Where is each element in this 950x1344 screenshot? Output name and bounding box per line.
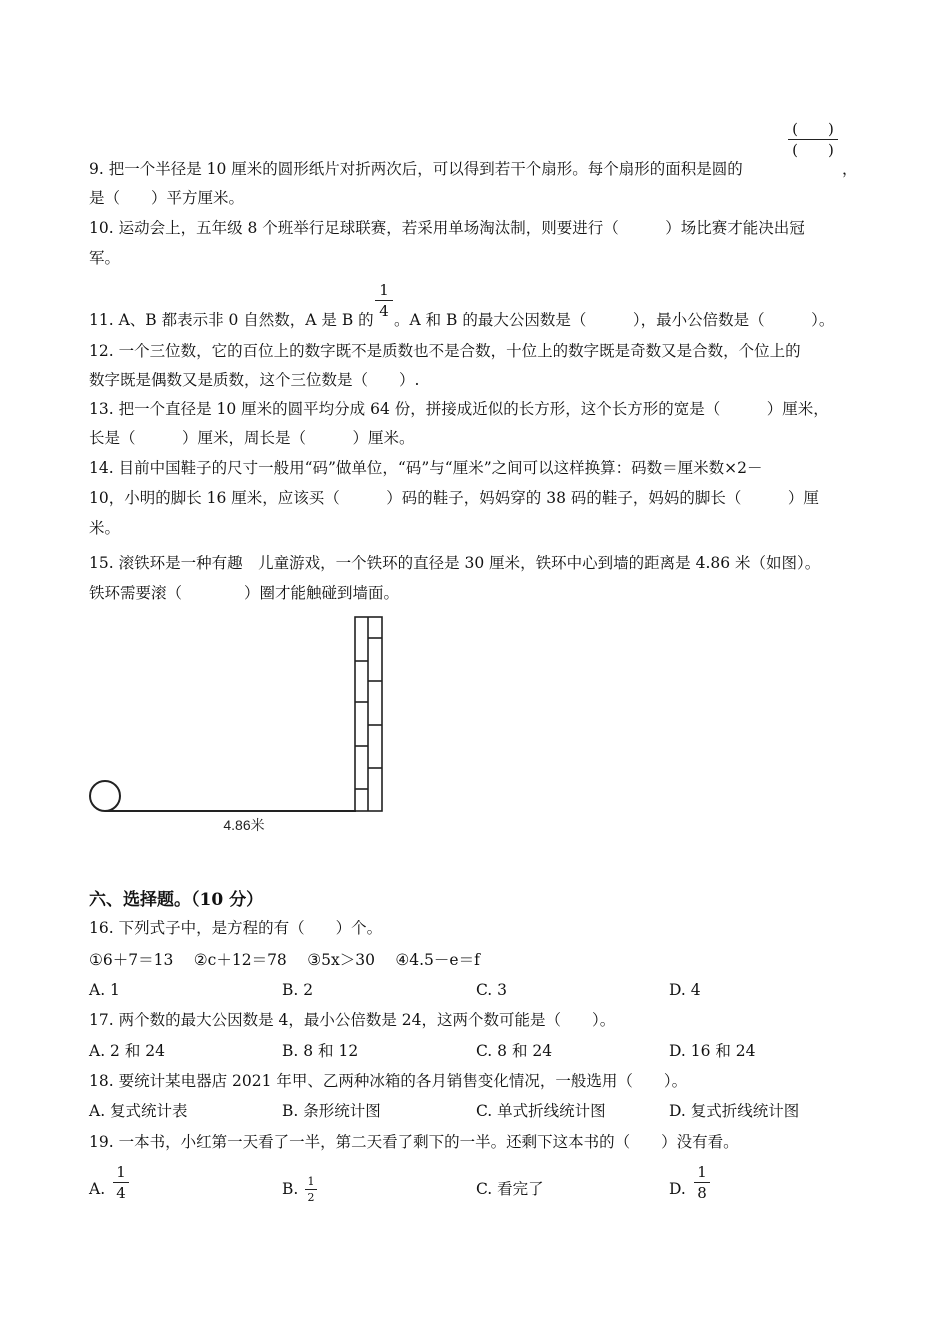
q19-option-b-fraction	[305, 1175, 317, 1204]
q19-option-a-fraction	[113, 1163, 129, 1202]
q16-stem: 16. 下列式子中，是方程的有（ ）个。	[89, 919, 383, 937]
q14-line1: 14. 目前中国鞋子的尺寸一般用“码”做单位，“码”与“厘米”之间可以这样换算：码数＝厘米数×2－	[89, 459, 763, 477]
q12-line1: 12. 一个三位数，它的百位上的数字既不是质数也不是合数，十位上的数字既是奇数又是合数，个位上的	[89, 342, 801, 360]
q11-post: 。A 和 B 的最大公因数是（ ），最小公倍数是（ ）。	[394, 311, 835, 329]
q19-option-d-label: D.	[669, 1180, 686, 1198]
frac-denominator: 8	[697, 1184, 707, 1202]
q16-option-a[interactable]: A. 1	[89, 981, 120, 999]
q11-pre: 11. A、B 都表示非 0 自然数，A 是 B 的	[89, 311, 374, 329]
q14-line3: 米。	[89, 519, 121, 537]
fraction-bar	[305, 1189, 317, 1190]
q19-option-a-label: A.	[89, 1180, 106, 1198]
fraction-bar	[375, 300, 393, 301]
q19-option-b-label: B.	[282, 1180, 299, 1198]
q18-option-a[interactable]: A. 复式统计表	[89, 1102, 188, 1120]
q15-line2: 铁环需要滚（ ）圈才能触碰到墙面。	[89, 584, 400, 602]
q13-line1: 13. 把一个直径是 10 厘米的圆平均分成 64 份，拼接成近似的长方形，这个长方形的宽是（ ）厘米，	[89, 400, 829, 418]
q17-stem: 17. 两个数的最大公因数是 4，最小公倍数是 24，这两个数可能是（ ）。	[89, 1011, 616, 1029]
q19-option-c[interactable]: C. 看完了	[476, 1180, 544, 1198]
frac-denominator: 4	[116, 1184, 126, 1202]
frac-numerator: 1	[697, 1163, 707, 1181]
q16-option-b[interactable]: B. 2	[282, 981, 314, 999]
fraction-bar	[788, 139, 838, 140]
q11-frac-denominator: 4	[379, 302, 389, 320]
q17-option-b[interactable]: B. 8 和 12	[282, 1042, 359, 1060]
q17-option-a[interactable]: A. 2 和 24	[89, 1042, 165, 1060]
q19-option-b[interactable]	[282, 1179, 298, 1199]
q18-option-d[interactable]: D. 复式折线统计图	[669, 1102, 800, 1120]
q9-frac-numerator: ( )	[792, 120, 834, 138]
q18-option-b[interactable]: B. 条形统计图	[282, 1102, 381, 1120]
section-title: 六、选择题。（10 分）	[89, 890, 264, 910]
q11-frac-numerator: 1	[379, 281, 389, 299]
q9-comma: ，	[842, 160, 858, 178]
q10-line2: 军。	[89, 249, 121, 267]
q18-stem: 18. 要统计某电器店 2021 年甲、乙两种冰箱的各月销售变化情况，一般选用（ ）。	[89, 1072, 688, 1090]
q10-line1: 10. 运动会上，五年级 8 个班举行足球联赛，若采用单场淘汰制，则要进行（ ）场比赛才能决出冠	[89, 219, 805, 237]
q19-option-d[interactable]	[669, 1179, 686, 1199]
q15-line1: 15. 滚铁环是一种有趣 儿童游戏，一个铁环的直径是 30 厘米，铁环中心到墙的距离是 4.86 米（如图）。	[89, 554, 821, 572]
q9-fraction	[788, 120, 838, 159]
frac-numerator: 1	[307, 1175, 315, 1188]
q19-option-a[interactable]	[89, 1179, 105, 1199]
q18-option-c[interactable]: C. 单式折线统计图	[476, 1102, 606, 1120]
q9-line1: 9. 把一个半径是 10 厘米的圆形纸片对折两次后，可以得到若干个扇形。每个扇形的面积是圆的	[89, 160, 743, 178]
q13-line2: 长是（ ）厘米，周长是（ ）厘米。	[89, 429, 415, 447]
q19-stem: 19. 一本书，小红第一天看了一半，第二天看了剩下的一半。还剩下这本书的（ ）没有看。	[89, 1133, 739, 1151]
q17-option-d[interactable]: D. 16 和 24	[669, 1042, 756, 1060]
frac-numerator: 1	[116, 1163, 126, 1181]
brick-wall	[355, 617, 382, 811]
hoop-wall-figure	[86, 610, 396, 840]
q12-line2: 数字既是偶数又是质数，这个三位数是（ ）.	[89, 371, 420, 389]
fraction-bar	[113, 1182, 129, 1183]
q14-line2: 10，小明的脚长 16 厘米，应该买（ ）码的鞋子，妈妈穿的 38 码的鞋子，妈妈的脚长（ ）厘	[89, 489, 819, 507]
q11-fraction	[375, 281, 393, 320]
hoop-circle	[90, 781, 120, 811]
q17-option-c[interactable]: C. 8 和 24	[476, 1042, 553, 1060]
q9-line2: 是（ ）平方厘米。	[89, 189, 245, 207]
distance-label: 4.86米	[223, 817, 265, 833]
fraction-bar	[694, 1182, 710, 1183]
q19-option-d-fraction	[694, 1163, 710, 1202]
q9-frac-denominator: ( )	[792, 141, 834, 159]
frac-denominator: 2	[307, 1191, 315, 1204]
q16-option-c[interactable]: C. 3	[476, 981, 508, 999]
q16-items: ①6＋7＝13 ②c＋12＝78 ③5x＞30 ④4.5－e＝f	[89, 951, 480, 969]
q16-option-d[interactable]: D. 4	[669, 981, 701, 999]
